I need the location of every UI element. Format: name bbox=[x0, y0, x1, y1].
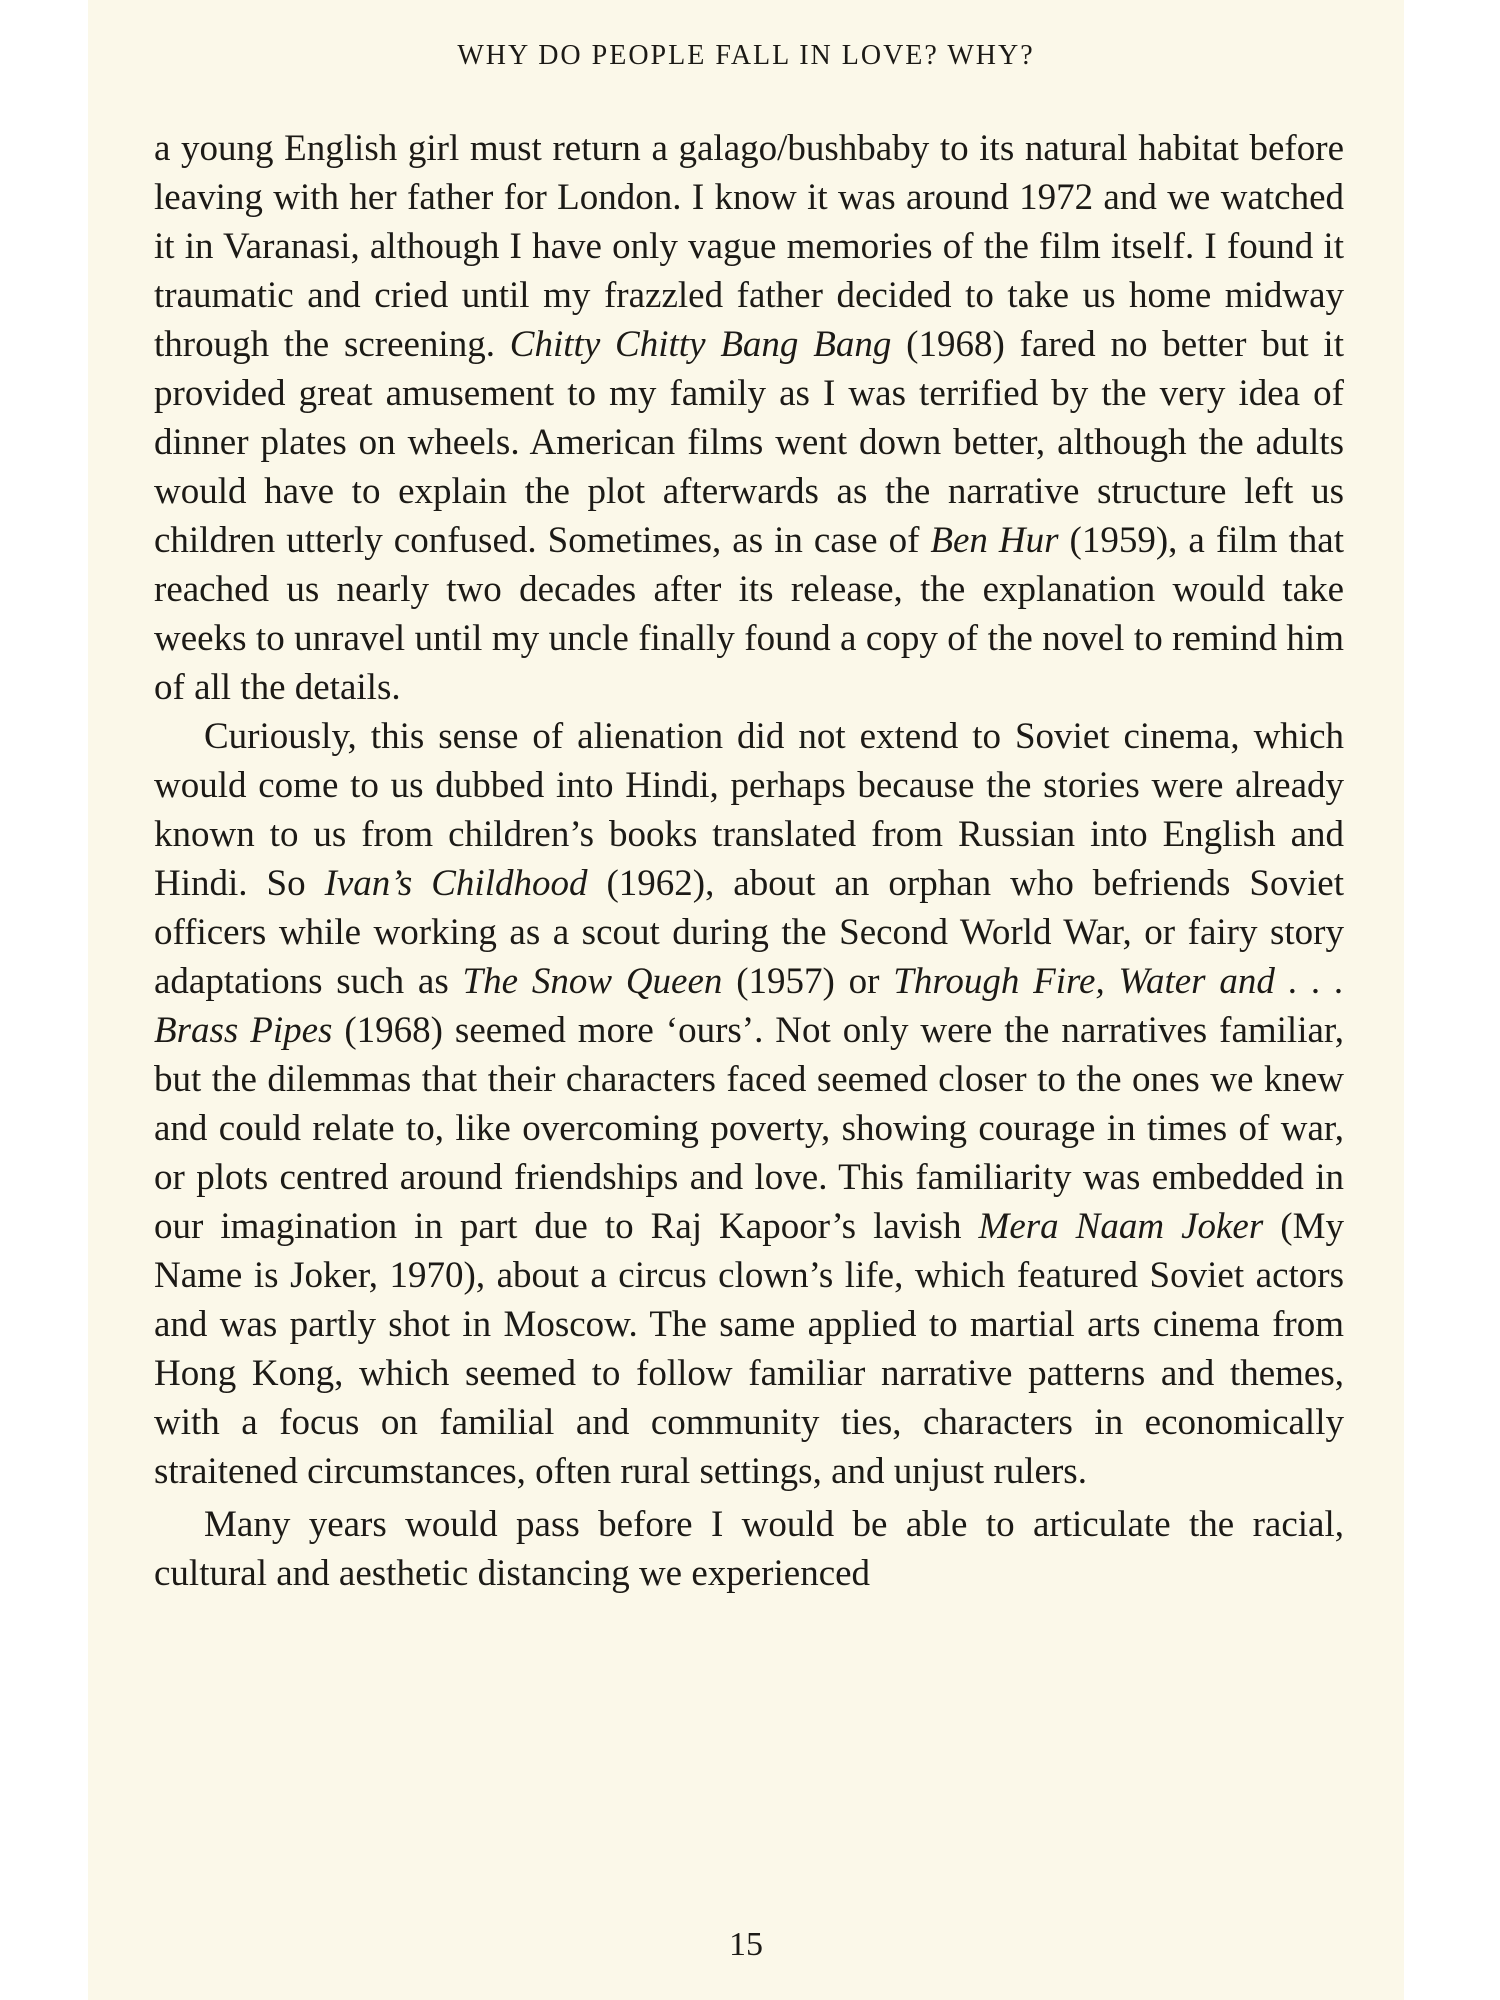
text-segment: a young English girl must return a galago/bushbaby to its natural habitat before leaving with her father for London. I know it was around 1972 and we watched it in Varanasi, although I have only vague memories of the film itself. I found it traumatic and cried until my frazzled father decided to take us home midway through the screening. bbox=[154, 128, 1344, 365]
film-title: Through Fire, Water and . . . Brass Pipes bbox=[154, 961, 1344, 1051]
text-segment: Curiously, this sense of alienation did not extend to Soviet cinema, which would come to us dubbed into Hindi, perhaps because the stories were already known to us from children’s books translated from Russian into English and Hindi. So bbox=[154, 716, 1344, 904]
film-title: The Snow Queen bbox=[462, 961, 723, 1002]
paragraph bbox=[154, 712, 1344, 1496]
text-segment: (1968) fared no better but it provided great amusement to my family as I was terrified by the very idea of dinner plates on wheels. American films went down better, although the adults would have to explain the plot afterwards as the narrative structure left us children utterly confused. Sometimes, as in case of bbox=[154, 324, 1344, 561]
running-head: WHY DO PEOPLE FALL IN LOVE? WHY? bbox=[457, 40, 1035, 71]
film-title: Mera Naam Joker bbox=[978, 1206, 1264, 1247]
paragraph bbox=[154, 1500, 1344, 1598]
paragraph bbox=[154, 124, 1344, 712]
text-segment: (1959), a film that reached us nearly two decades after its release, the explanation would take weeks to unravel until my uncle finally found a copy of the novel to remind him of all the details. bbox=[154, 520, 1344, 708]
film-title: Ben Hur bbox=[930, 520, 1059, 561]
film-title: Ivan’s Childhood bbox=[324, 863, 588, 904]
body-text bbox=[154, 124, 1344, 1598]
text-segment: (1962), about an orphan who befriends Soviet officers while working as a scout during the Second World War, or fairy story adaptations such as bbox=[154, 863, 1344, 1002]
text-segment: (1968) seemed more ‘ours’. Not only were the narratives familiar, but the dilemmas that their characters faced seemed closer to the ones we knew and could relate to, like overcoming poverty, showing courage in times of war, or plots centred around friendships and love. This familiarity was embedded in our imagination in part due to Raj Kapoor’s lavish bbox=[154, 1010, 1345, 1247]
text-segment: Many years would pass before I would be able to articulate the racial, cultural and aesthetic distancing we experienced bbox=[154, 1504, 1344, 1594]
book-page bbox=[88, 0, 1404, 2000]
text-segment: (1957) or bbox=[722, 961, 894, 1002]
text-segment: (My Name is Joker, 1970), about a circus clown’s life, which featured Soviet actors and was partly shot in Moscow. The same applied to martial arts cinema from Hong Kong, which seemed to follow familiar narrative patterns and themes, with a focus on familial and community ties, characters in economically straitened circumstances, often rural settings, and unjust rulers. bbox=[154, 1206, 1344, 1492]
page-number: 15 bbox=[729, 1926, 763, 1963]
film-title: Chitty Chitty Bang Bang bbox=[509, 324, 892, 365]
